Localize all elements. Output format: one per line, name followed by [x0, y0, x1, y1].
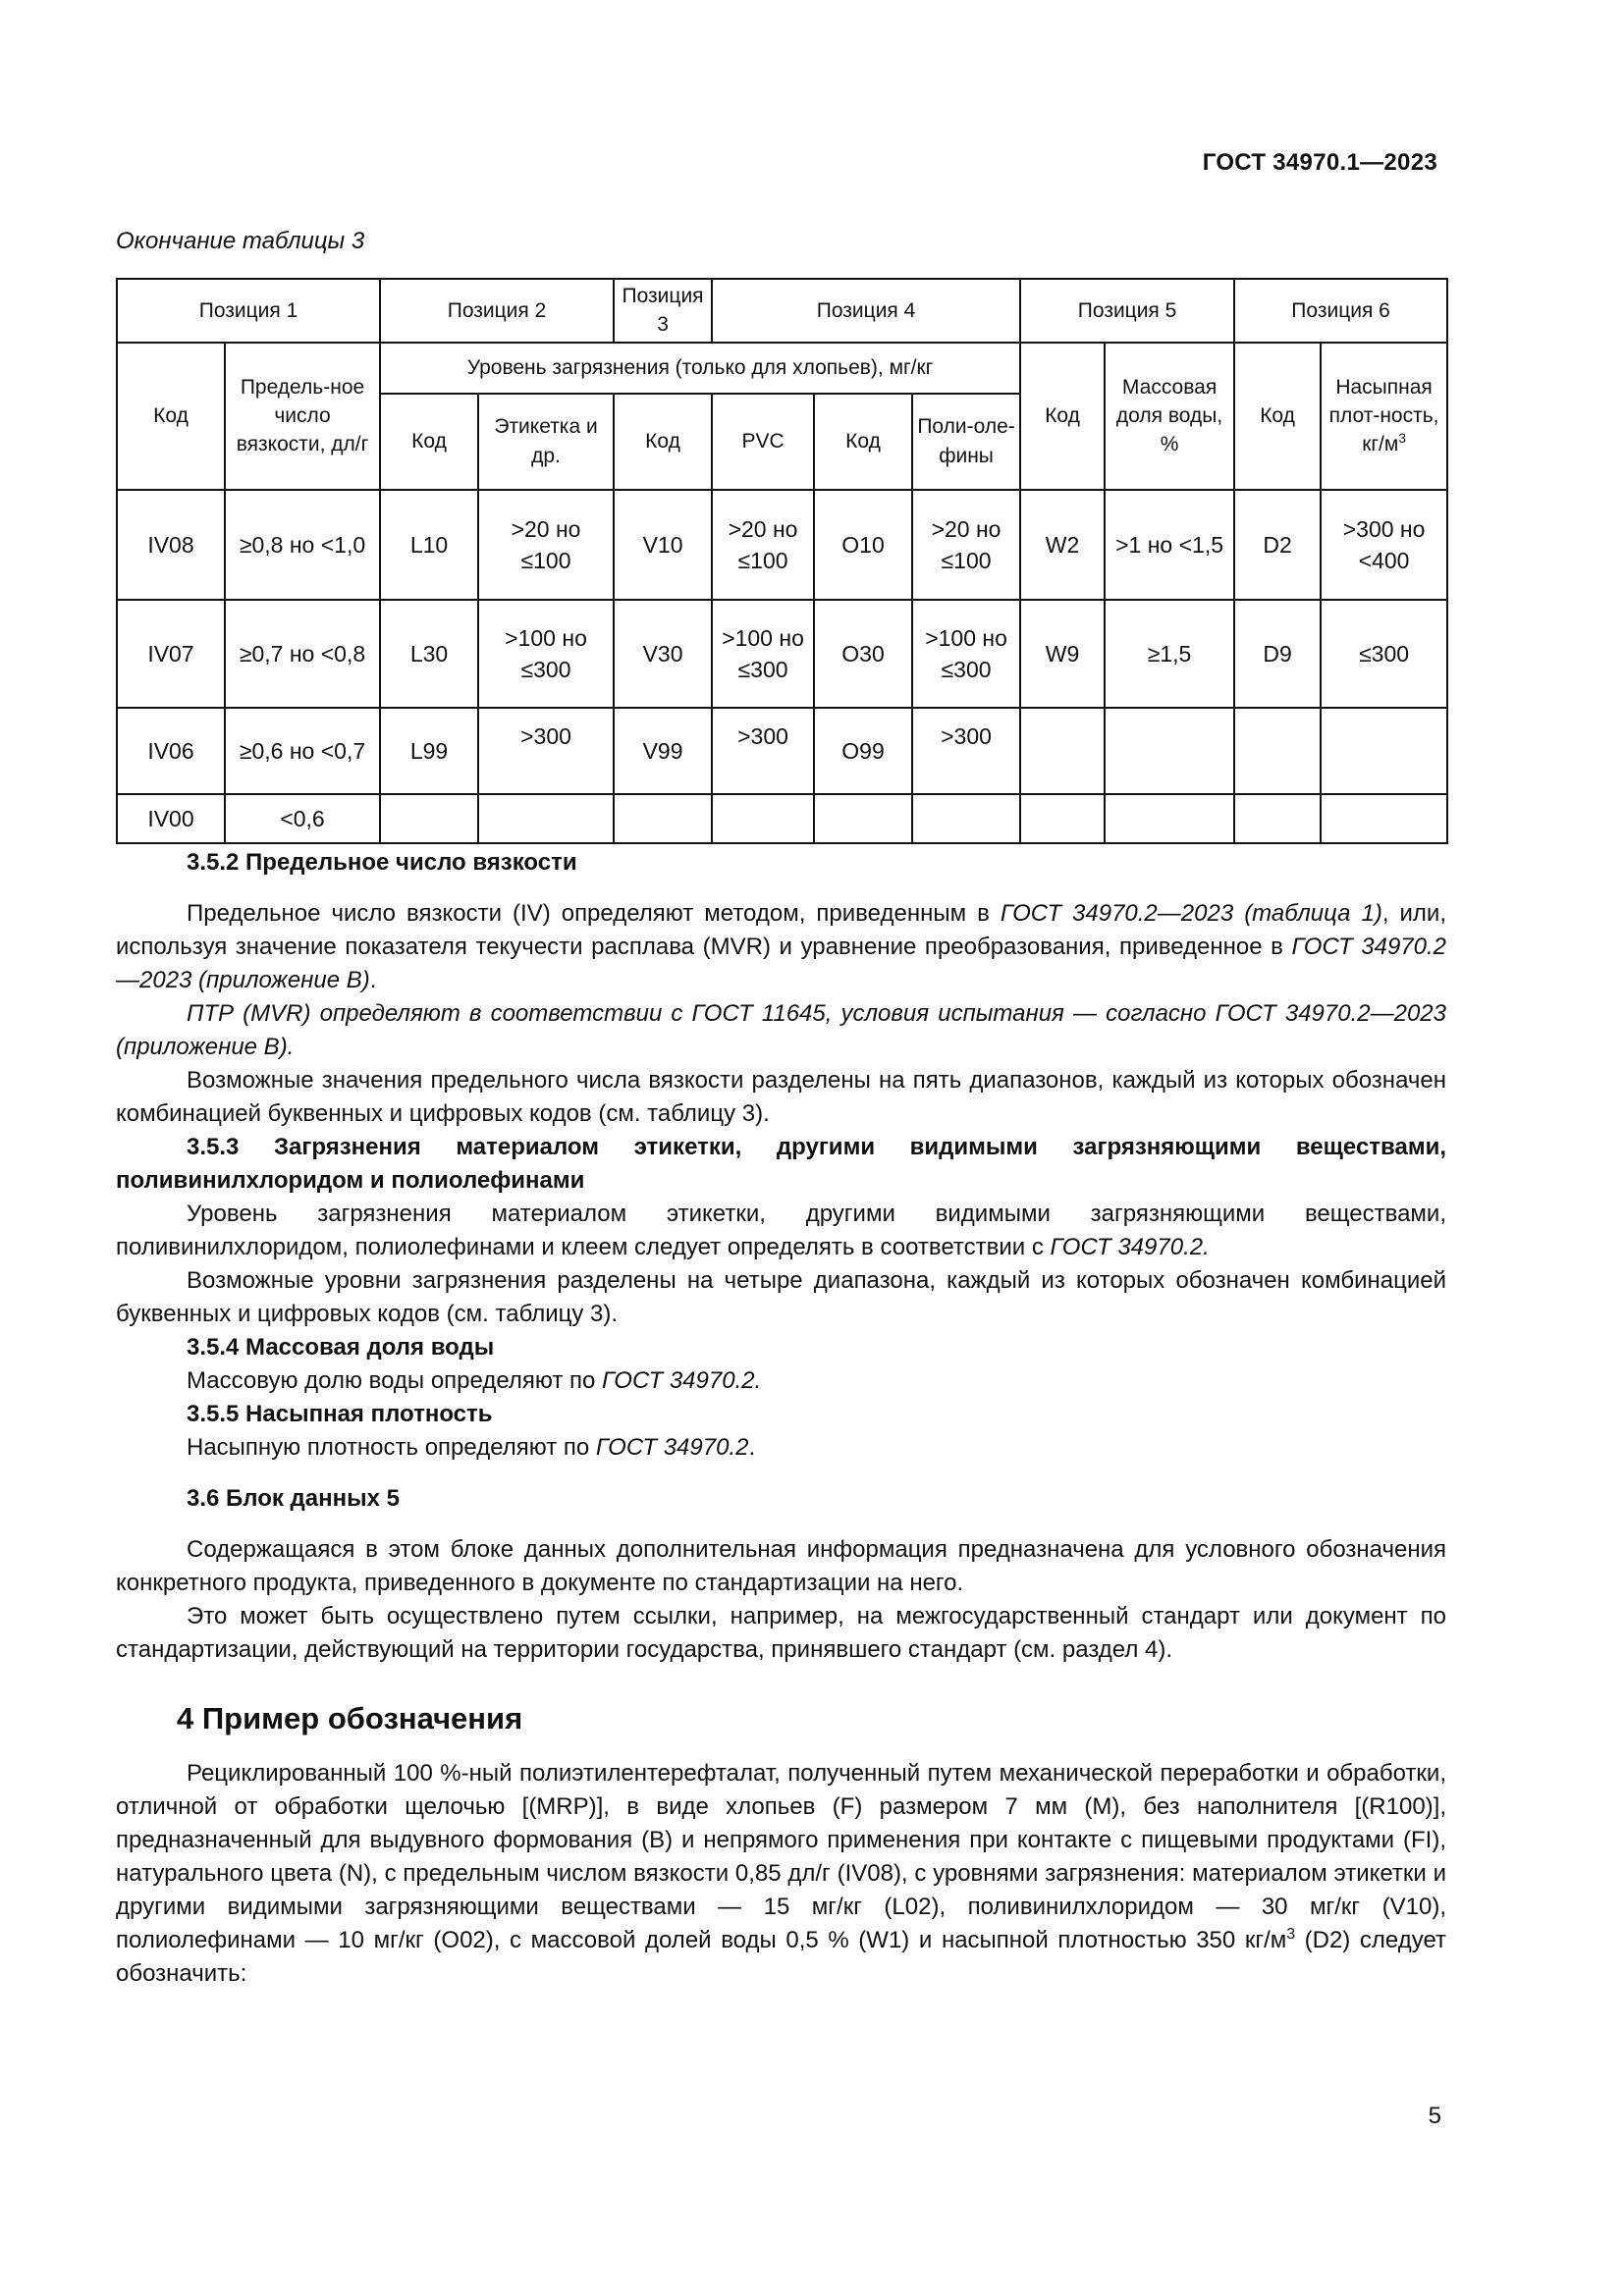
table-cell: V99	[614, 708, 712, 794]
table-cell: L30	[380, 600, 478, 708]
table-cell: ≥0,8 но <1,0	[225, 490, 380, 600]
table-cell: ≤300	[1321, 600, 1447, 708]
table-cell: D2	[1234, 490, 1321, 600]
table-caption: Окончание таблицы 3	[116, 228, 365, 254]
table-cell	[712, 794, 814, 843]
paragraph: Насыпную плотность определяют по ГОСТ 34970.2.	[187, 1434, 756, 1461]
table-cell	[1105, 708, 1234, 794]
table-row	[117, 708, 1447, 794]
heading-3-5-4: 3.5.4 Массовая доля воды	[187, 1334, 495, 1361]
contamination-header: Уровень загрязнения (только для хлопьев), мг/кг	[380, 343, 1020, 394]
positions-row	[117, 279, 1447, 343]
table-cell	[1020, 794, 1105, 843]
table-cell: ≥0,6 но <0,7	[225, 708, 380, 794]
table-cell: D9	[1234, 600, 1321, 708]
position-2-header: Позиция 2	[380, 279, 614, 343]
col-code-iv: Код	[117, 343, 225, 490]
col-code-density: Код	[1234, 343, 1321, 490]
table-3	[116, 278, 1448, 844]
col-label: Этикетка и др.	[478, 394, 614, 490]
paragraph: ПТР (MVR) определяют в соответствии с ГОСТ 11645, условия испытания — согласно ГОСТ 34970.2—2023 (приложение В).	[116, 1000, 1446, 1060]
section-4-title: 4 Пример обозначения	[177, 1701, 523, 1735]
table-cell: >20 но ≤100	[712, 490, 814, 600]
col-code-label: Код	[380, 394, 478, 490]
position-3-header: Позиция 3	[614, 279, 712, 343]
col-iv-limit: Предель-ное число вязкости, дл/г	[225, 343, 380, 490]
position-5-header: Позиция 5	[1020, 279, 1234, 343]
table-cell: >100 но ≤300	[712, 600, 814, 708]
table-cell	[614, 794, 712, 843]
table-cell: >1 но <1,5	[1105, 490, 1234, 600]
table-cell	[1234, 794, 1321, 843]
table-cell: >300	[478, 708, 614, 794]
table-cell: IV00	[117, 794, 225, 843]
col-pvc: PVC	[712, 394, 814, 490]
table-cell: >100 но ≤300	[912, 600, 1020, 708]
table-cell: >300	[712, 708, 814, 794]
table-cell: >100 но ≤300	[478, 600, 614, 708]
heading-3-5-5: 3.5.5 Насыпная плотность	[187, 1401, 493, 1427]
subheader-row-1	[117, 343, 1447, 394]
table-cell	[1105, 794, 1234, 843]
table-cell: V10	[614, 490, 712, 600]
table-cell: L99	[380, 708, 478, 794]
paragraph: Содержащаяся в этом блоке данных дополнительная информация предназначена для условного обозначения конкретного продукта, приведенного в документе по стандартизации на него.	[116, 1536, 1446, 1596]
table-cell	[478, 794, 614, 843]
paragraph: Возможные значения предельного числа вязкости разделены на пять диапазонов, каждый из которых обозначен комбинацией буквенных и цифровых кодов (см. таблицу 3).	[116, 1067, 1446, 1127]
table-cell: <0,6	[225, 794, 380, 843]
table-cell: >20 но ≤100	[912, 490, 1020, 600]
table-cell: ≥0,7 но <0,8	[225, 600, 380, 708]
heading-3-6: 3.6 Блок данных 5	[187, 1485, 400, 1512]
table-cell: >20 но ≤100	[478, 490, 614, 600]
table-cell	[1321, 794, 1447, 843]
table-cell	[1321, 708, 1447, 794]
table-cell: O30	[814, 600, 912, 708]
col-water-content: Массовая доля воды, %	[1105, 343, 1234, 490]
table-cell: IV07	[117, 600, 225, 708]
table-cell: O99	[814, 708, 912, 794]
table-cell: IV06	[117, 708, 225, 794]
table-row	[117, 600, 1447, 708]
paragraph: Это может быть осуществлено путем ссылки, например, на межгосударственный стандарт или документ по стандартизации, действующий на территории государства, принявшего стандарт (см. раздел 4).	[116, 1603, 1446, 1663]
col-bulk-density: Насыпная плот-ность, $кг/м^3$	[1321, 343, 1447, 490]
col-code-pvc: Код	[614, 394, 712, 490]
table-cell: W9	[1020, 600, 1105, 708]
table-cell: ≥1,5	[1105, 600, 1234, 708]
table-cell: >300	[912, 708, 1020, 794]
table-cell	[1234, 708, 1321, 794]
table-cell: L10	[380, 490, 478, 600]
paragraph: Возможные уровни загрязнения разделены на четыре диапазона, каждый из которых обозначен комбинацией буквенных и цифровых кодов (см. таблицу 3).	[116, 1267, 1446, 1327]
document-code-header: ГОСТ 34970.1—2023	[1202, 149, 1437, 176]
table-cell: V30	[614, 600, 712, 708]
position-1-header: Позиция 1	[117, 279, 380, 343]
table-cell	[912, 794, 1020, 843]
heading-3-5-3: 3.5.3 Загрязнения материалом этикетки, другими видимыми загрязняющими веществами, поливинилхлоридом и полиолефинами	[116, 1134, 1446, 1194]
paragraph: Рециклированный 100 %-ный полиэтилентерефталат, полученный путем механической переработки и обработки, отличной от обработки щелочью [(MRP)], в виде хлопьев (F) размером 7 мм (M), без наполнителя [(R100)], предназначенный для выдувного формования (B) и непрямого применения при контакте с пищевыми продуктами (FI), натурального цвета (N), с предельным числом вязкости 0,85 дл/г (IV08), с уровнями загрязнения: материалом этикетки и другими видимыми загрязняющими веществами — 15 мг/кг (L02), поливинилхлоридом — 30 мг/кг (V10), полиолефинами — 10 мг/кг (O02), с массовой долей воды 0,5 % (W1) и насыпной плотностью 350 $кг/м^3$ (D2) следует обозначить:	[116, 1760, 1447, 1987]
table-row	[117, 490, 1447, 600]
heading-3-5-2: 3.5.2 Предельное число вязкости	[187, 849, 577, 876]
position-6-header: Позиция 6	[1234, 279, 1447, 343]
table-cell: IV08	[117, 490, 225, 600]
table-cell	[1020, 708, 1105, 794]
position-4-header: Позиция 4	[712, 279, 1020, 343]
paragraph: Предельное число вязкости (IV) определяют методом, приведенным в ГОСТ 34970.2—2023 (таблица 1), или, используя значение показателя текучести расплава (MVR) и уравнение преобразования, приведенное в ГОСТ 34970.2—2023 (приложение В).	[116, 900, 1447, 993]
table-cell	[814, 794, 912, 843]
table-cell	[380, 794, 478, 843]
table-cell: W2	[1020, 490, 1105, 600]
table-cell: >300 но <400	[1321, 490, 1447, 600]
table-cell: O10	[814, 490, 912, 600]
col-polyolefins: Поли-оле-фины	[912, 394, 1020, 490]
paragraph: Массовую долю воды определяют по ГОСТ 34970.2.	[187, 1367, 762, 1394]
table-row	[117, 794, 1447, 843]
page-number: 5	[1428, 2103, 1441, 2129]
document-body	[116, 846, 1446, 1991]
col-code-polyolefins: Код	[814, 394, 912, 490]
col-code-water: Код	[1020, 343, 1105, 490]
paragraph: Уровень загрязнения материалом этикетки, другими видимыми загрязняющими веществами, поливинилхлоридом, полиолефинами и клеем следует определять в соответствии с ГОСТ 34970.2.	[116, 1201, 1446, 1260]
